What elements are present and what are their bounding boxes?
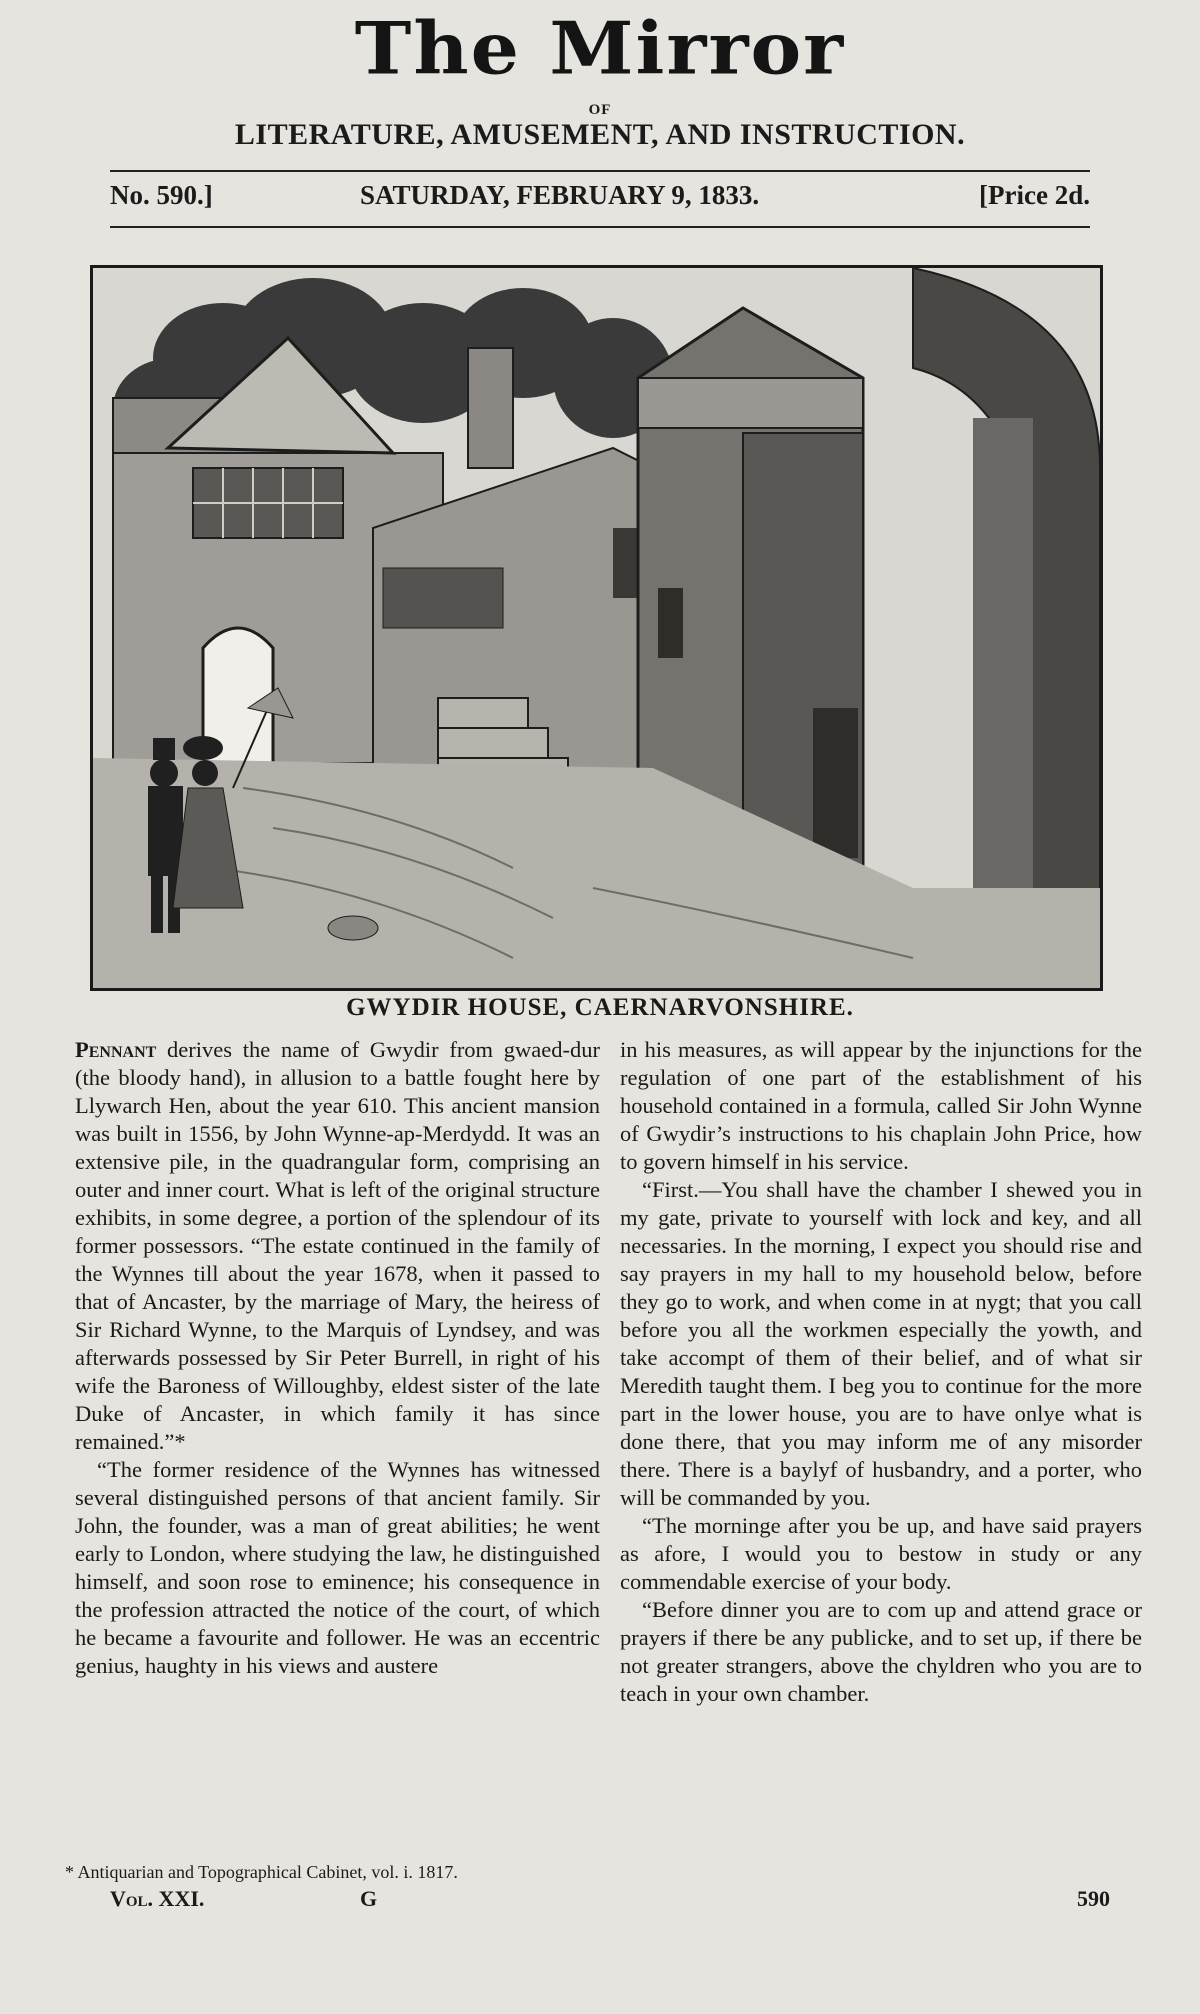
illustration-caption: GWYDIR HOUSE, CAERNARVONSHIRE.	[346, 994, 854, 1021]
signature-mark: G	[360, 1886, 378, 1911]
article-paragraph: in his measures, as will appear by the injunctions for the regulation of one part of the establishment of his household contained in a formula, called Sir John Wynne of Gwydir’s instructions to his chaplain John Price, how to govern himself in his service.	[620, 1037, 1142, 1174]
article-paragraph: “First.—You shall have the chamber I shewed you in my gate, private to yourself with lock and key, and all necessaries. In the morning, I expect you should rise and say prayers in my hall to my household below, before they go to work, and when come in at nygt; that you call before you all the workmen especially the yowth, and take accompt of them of their belief, and of what sir Meredith taught them. I beg you to continue for the more part in the lower house, you are to have onlye what is done there, that you may inform me of any misorder there. There is a baylyf of husbandry, and a porter, who will be commanded by you.	[620, 1177, 1142, 1510]
article-paragraph: “The morninge after you be up, and have said prayers as afore, I would you to bestow in study or any commendable exercise of your body.	[620, 1513, 1142, 1594]
issue-line	[110, 180, 1090, 220]
masthead-subtitle: LITERATURE, AMUSEMENT, AND INSTRUCTION.	[234, 118, 966, 151]
masthead-title: The Mirror	[354, 6, 846, 91]
lead-word: Pennant	[75, 1037, 157, 1062]
top-rule	[110, 170, 1090, 172]
footnote: * Antiquarian and Topographical Cabinet, vol. i. 1817.	[65, 1862, 458, 1882]
masthead-of: OF	[588, 102, 612, 118]
article-column-left	[75, 1036, 600, 1680]
article-paragraph: “Before dinner you are to com up and attend grace or prayers if there be any publicke, and to set up, if there be not greater strangers, above the chyldren who you are to teach in your own chamber.	[620, 1597, 1142, 1706]
volume-label: Vol. XXI.	[110, 1886, 205, 1911]
bottom-rule	[110, 226, 1090, 228]
engraving-illustration	[93, 268, 1100, 988]
issue-date: SATURDAY, FEBRUARY 9, 1833.	[360, 180, 760, 210]
article-paragraph: Pennant derives the name of Gwydir from gwaed-dur (the bloody hand), in allusion to a battle fought here by Llywarch Hen, about the year 610. This ancient mansion was built in 1556, by John Wynne-ap-Merdydd. It was an extensive pile, in the quadrangular form, comprising an outer and inner court. What is left of the original structure exhibits, in some degree, a portion of the splendour of its former possessors. “The estate continued in the family of the Wynnes till about the year 1678, when it passed to that of Ancaster, by the marriage of Mary, the heiress of Sir Richard Wynne, to the Marquis of Lyndsey, and was afterwards possessed by Sir Peter Burrell, in right of his wife the Baroness of Willoughby, eldest sister of the late Duke of Ancaster, in which family it has since remained.”*	[75, 1037, 600, 1454]
article-paragraph: “The former residence of the Wynnes has witnessed several distinguished persons of that ancient family. Sir John, the founder, was a man of great abilities; he went early to London, where studying the law, he distinguished himself, and soon rose to eminence; his consequence in the profession attracted the notice of the court, of which he became a favourite and follower. He was an eccentric genius, haughty in his views and austere	[75, 1457, 600, 1678]
page-footer	[110, 1886, 1110, 1918]
issue-number: No. 590.]	[110, 180, 213, 210]
article-column-right	[620, 1036, 1142, 1708]
gwydir-house-engraving	[90, 265, 1103, 991]
page-number: 590	[1077, 1886, 1110, 1911]
issue-price: [Price 2d.	[979, 180, 1090, 210]
